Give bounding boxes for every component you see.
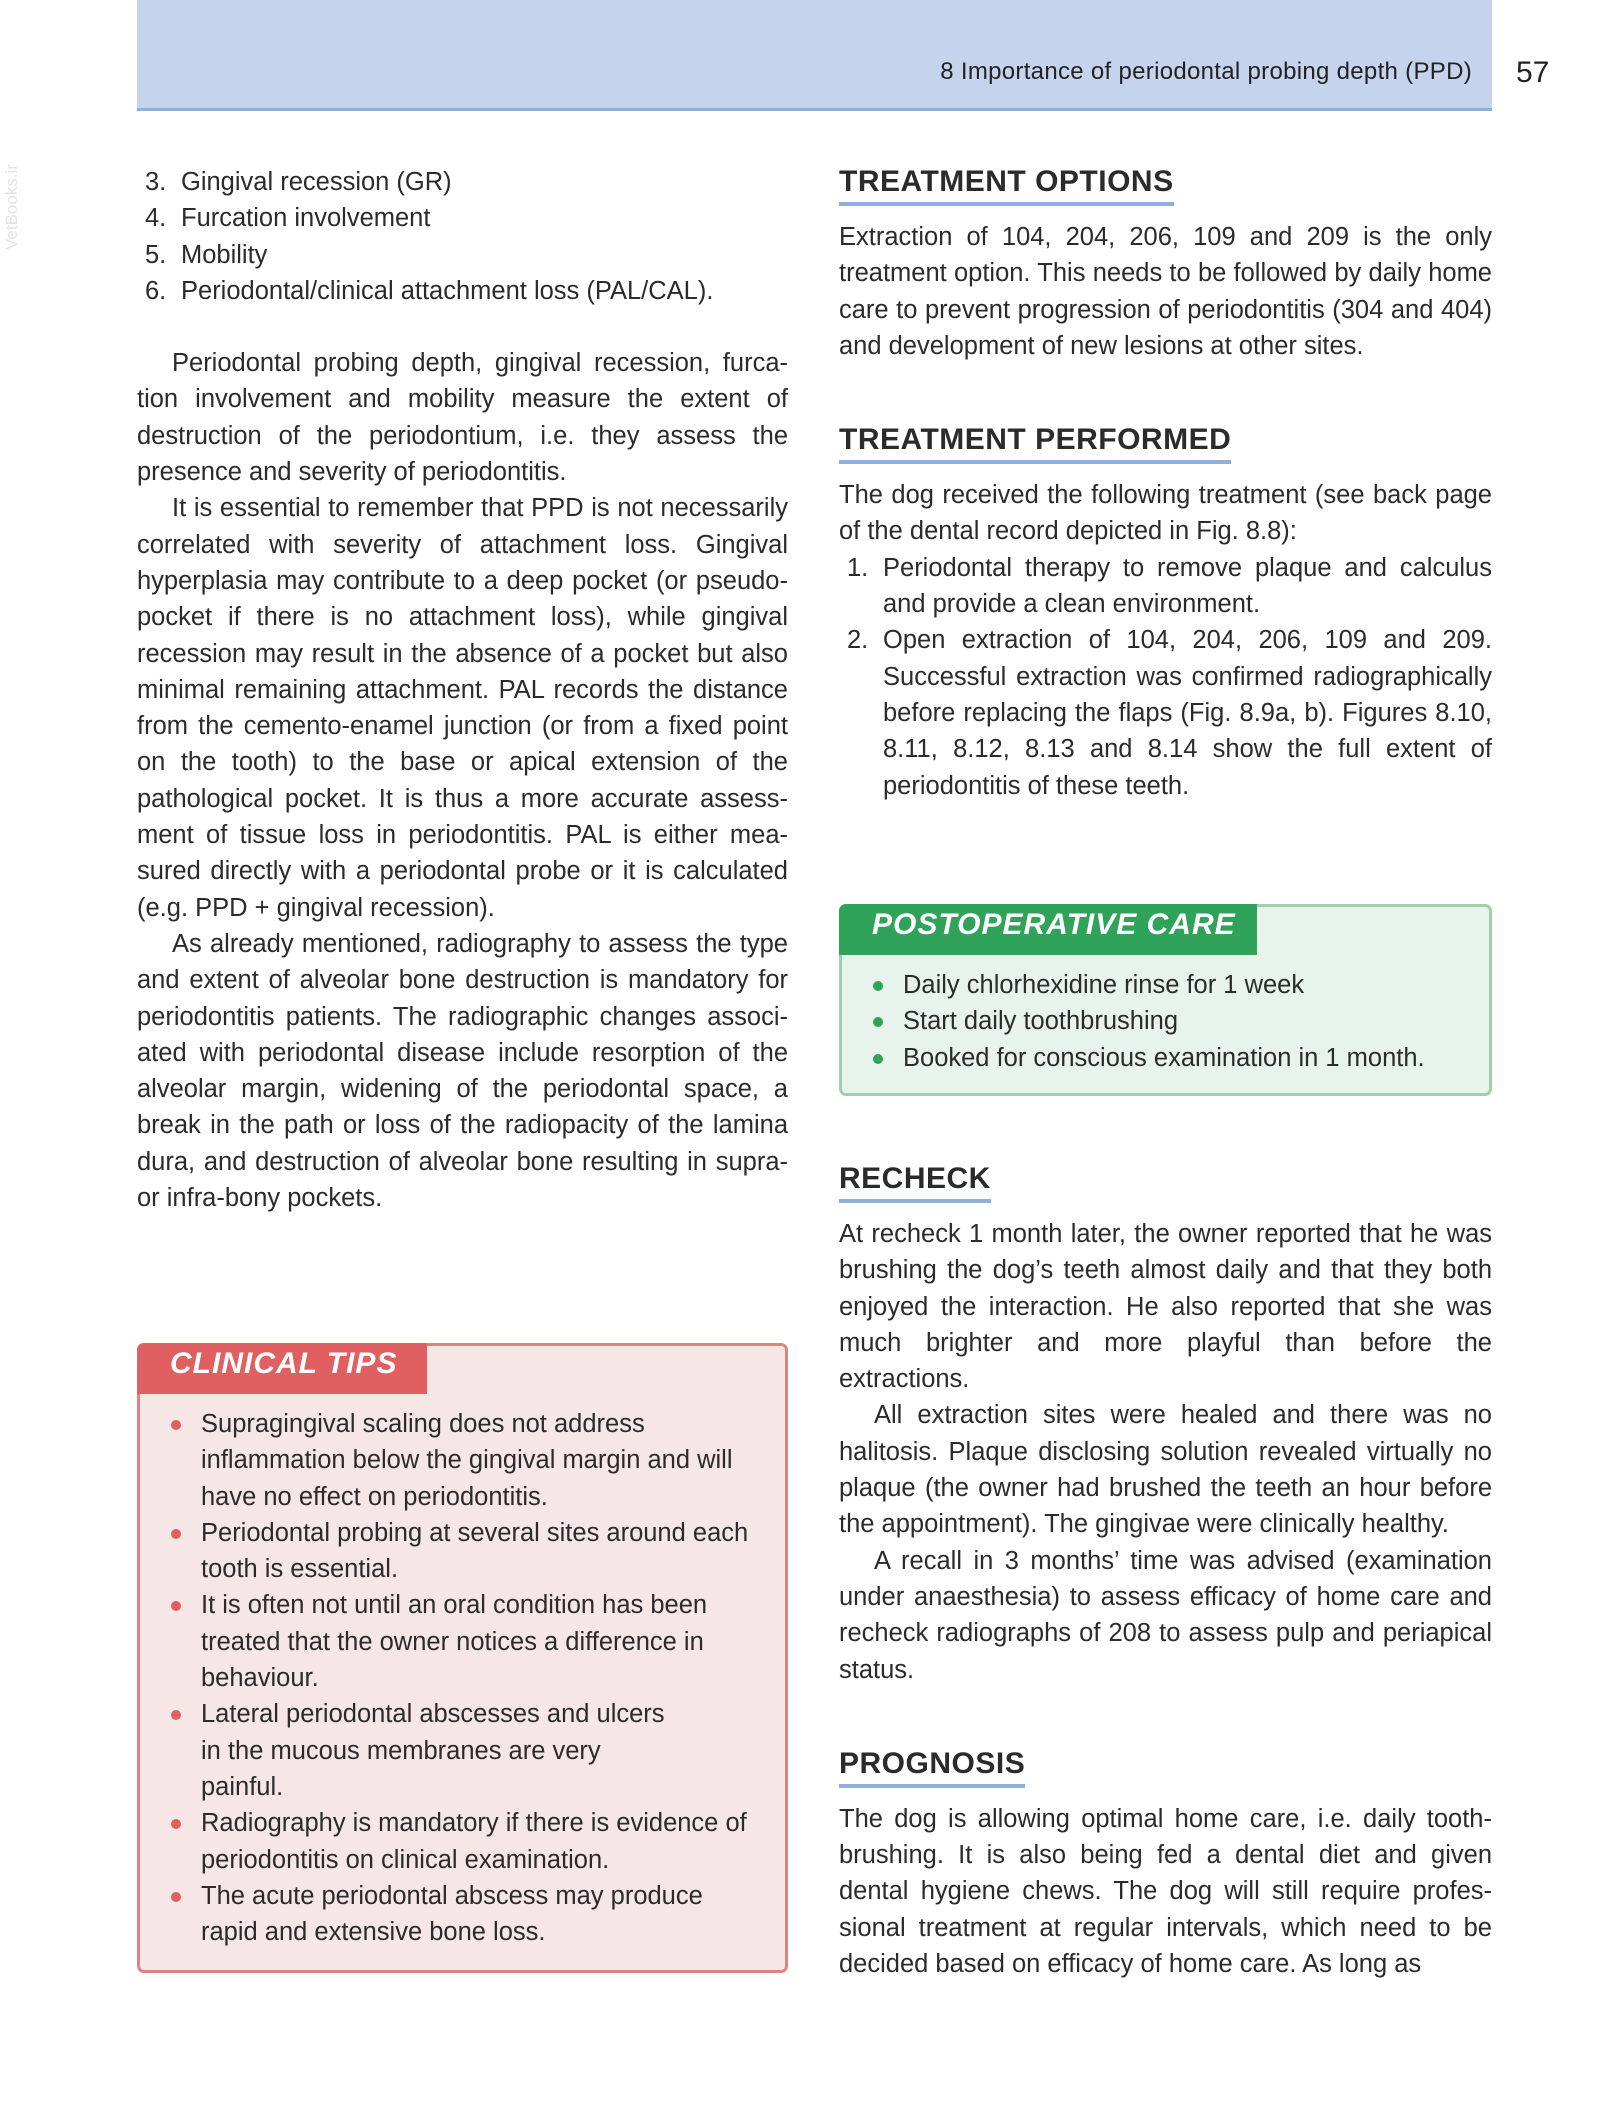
left-column <box>137 164 788 1216</box>
paragraph: It is essential to remember that PPD is not necessarily correlated with severity of attachment loss. Gingival hyperplasia may contribute to a deep pocket (or pseudopocket if there is no attachment loss), while gingival recession may result in the absence of a pocket but also minimal remaining attachment. PAL records the distance from the cemento-enamel junction (or from a fixed point on the tooth) to the base or apical extension of the pathological pocket. It is thus a more accurate assessment of tissue loss in periodontitis. PAL is either measured directly with a periodontal probe or it is calculated (e.g. PPD + gingival recession). <box>137 494 788 922</box>
postoperative-care-box <box>839 904 1492 1096</box>
list-item: 4. Furcation involvement <box>145 204 431 233</box>
running-header <box>137 0 1492 111</box>
postoperative-care-label: POSTOPERATIVE CARE <box>839 904 1257 955</box>
page-number: 57 <box>1516 56 1550 89</box>
list-item: Radiography is mandatory if there is evidence of periodontitis on clinical examination. <box>166 1805 756 1878</box>
clinical-tips-box <box>137 1343 788 1973</box>
list-item: Daily chlorhexidine rinse for 1 week <box>868 967 1468 1003</box>
list-item: Booked for conscious examination in 1 month. <box>868 1040 1468 1076</box>
list-item: 5. Mobility <box>145 240 268 269</box>
assessment-list <box>137 164 788 309</box>
heading-prognosis: PROGNOSIS <box>839 1746 1025 1788</box>
list-item: 6. Periodontal/clinical attachment loss (PAL/CAL). <box>145 276 714 305</box>
clinical-tips-list <box>166 1406 756 1950</box>
treatment-list <box>839 550 1492 804</box>
postoperative-care-list <box>868 967 1468 1076</box>
paragraph: All extraction sites were healed and there was no halitosis. Plaque disclosing solution revealed virtually no plaque (the owner had brushed the teeth an hour before the appointment). The gingivae were clinically healthy. <box>839 1401 1492 1539</box>
list-item: Supragingival scaling does not address inflammation below the gingival margin and will have no effect on periodontitis. <box>166 1406 756 1515</box>
heading-treatment-options: TREATMENT OPTIONS <box>839 164 1174 206</box>
heading-recheck: RECHECK <box>839 1161 991 1203</box>
paragraph: Periodontal probing depth, gingival recession, furcation involvement and mobility measure the extent of destruction of the periodontium, i.e. they assess the presence and severity of periodontitis. <box>137 349 788 487</box>
list-item: The acute periodontal abscess may produce rapid and extensive bone loss. <box>166 1878 756 1951</box>
list-item: Lateral periodontal abscesses and ulcers in the mucous membranes are very painful. <box>166 1696 756 1805</box>
list-item: 1. Periodontal therapy to remove plaque and calculus and provide a clean environment. <box>847 553 1492 619</box>
paragraph: A recall in 3 months’ time was advised (examination under anaesthesia) to assess efficacy of home care and recheck radiographs of 208 to assess pulp and periapical status. <box>839 1546 1492 1684</box>
watermark: VetBooks.ir <box>2 164 21 250</box>
list-item: Periodontal probing at several sites around each tooth is essential. <box>166 1515 756 1588</box>
chapter-title: 8 Importance of periodontal probing depth (PPD) <box>940 58 1472 85</box>
paragraph: The dog received the following treatment (see back page of the dental record depicted in Fig. 8.8): <box>839 481 1492 546</box>
right-column-lower <box>839 1161 1492 1982</box>
paragraph: Extraction of 104, 204, 206, 109 and 209 is the only treatment option. This needs to be followed by daily home care to prevent progression of periodontitis (304 and 404) and development of new lesions at other sites. <box>839 223 1492 360</box>
clinical-tips-label: CLINICAL TIPS <box>137 1343 427 1394</box>
heading-treatment-performed: TREATMENT PERFORMED <box>839 422 1231 464</box>
list-item: It is often not until an oral condition has been treated that the owner notices a difference in behaviour. <box>166 1587 756 1696</box>
list-item: 3. Gingival recession (GR) <box>145 168 452 196</box>
paragraph: The dog is allowing optimal home care, i.e. daily toothbrushing. It is also being fed a dental diet and given dental hygiene chews. The dog will still require professional treatment at regular intervals, which need to be decided based on efficacy of home care. As long as <box>839 1804 1492 1979</box>
paragraph: As already mentioned, radiography to assess the type and extent of alveolar bone destruction is mandatory for periodontitis patients. The radiographic changes associated with periodontal disease include resorption of the alveolar margin, widening of the periodontal space, a break in the path or loss of the radiopacity of the lamina dura, and destruction of alveolar bone resulting in supra- or infra-bony pockets. <box>137 929 788 1213</box>
list-item: 2. Open extraction of 104, 204, 206, 109 and 209. Successful extraction was confirmed radiographically before replacing the flaps (Fig. 8.9a, b). Figures 8.10, 8.11, 8.12, 8.13 and 8.14 show the full extent of periodontitis of these teeth. <box>847 626 1492 800</box>
list-item: Start daily toothbrushing <box>868 1003 1468 1039</box>
right-column <box>839 164 1492 804</box>
paragraph: At recheck 1 month later, the owner reported that he was brushing the dog’s teeth almost daily and that they both enjoyed the interaction. He also reported that she was much brighter and more playful than before the extractions. <box>839 1220 1492 1394</box>
